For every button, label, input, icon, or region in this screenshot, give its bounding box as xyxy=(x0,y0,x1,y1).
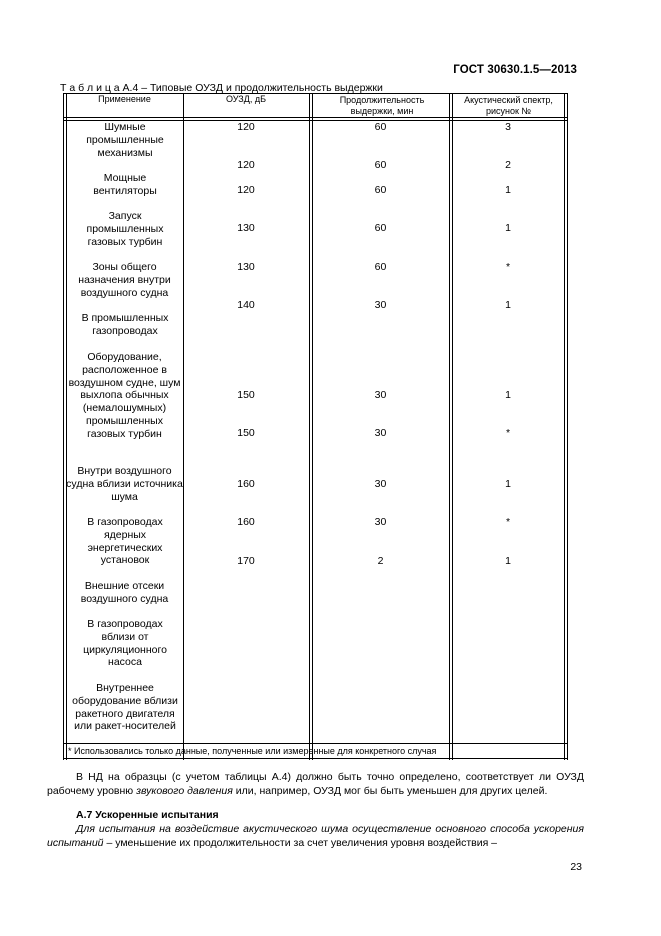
duration-cell: 60 xyxy=(374,121,387,133)
spectrum-cell: 1 xyxy=(505,555,511,567)
application-cell: В промышленных газопроводах xyxy=(81,312,169,337)
page-number: 23 xyxy=(570,861,582,873)
duration-cell: 60 xyxy=(374,261,387,273)
paragraph-requirements xyxy=(47,770,584,798)
application-cell: В газопроводах ядерных энергетических установок xyxy=(87,516,163,567)
duration-cell: 30 xyxy=(374,427,387,439)
spectrum-cell: 1 xyxy=(505,222,511,234)
application-cell: Запуск промышленных газовых турбин xyxy=(86,210,164,248)
spectrum-cell: * xyxy=(505,261,511,273)
duration-cell: 30 xyxy=(374,516,387,528)
duration-cell: 30 xyxy=(374,299,387,311)
application-cell: Мощные вентиляторы xyxy=(93,172,157,197)
paragraph-term: Для испытания на воздействие акустического шума осуществление основного способа ускорения испытаний xyxy=(47,823,584,849)
level-cell: 160 xyxy=(237,516,255,528)
duration-cell: 30 xyxy=(374,389,387,401)
paragraph-text: – уменьшение их продолжительности за счет увеличения уровня воздействия – xyxy=(103,837,498,849)
header-level: ОУЗД, дБ xyxy=(225,94,266,104)
spectrum-cell: 1 xyxy=(505,389,511,401)
application-cell: Шумные промышленные механизмы xyxy=(86,121,164,159)
level-cell: 130 xyxy=(237,261,255,273)
level-cell: 130 xyxy=(237,222,255,234)
header-application: Применение xyxy=(98,94,151,104)
paragraph-accelerated-tests xyxy=(47,822,584,850)
level-cell: 120 xyxy=(237,184,255,196)
header-spectrum: Акустический спектр, рисунок № xyxy=(464,95,553,116)
table-footnote: * Использовались только данные, полученные или измеренные для конкретного случая xyxy=(68,746,437,756)
level-cell: 120 xyxy=(237,121,255,133)
duration-cell: 60 xyxy=(374,222,387,234)
section-heading: А.7 Ускоренные испытания xyxy=(76,809,219,821)
header-duration: Продолжительность выдержки, мин xyxy=(339,95,425,116)
level-cell: 160 xyxy=(237,478,255,490)
data-table xyxy=(63,93,568,760)
standard-header: ГОСТ 30630.1.5—2013 xyxy=(453,64,577,76)
spectrum-cell: * xyxy=(505,516,511,528)
duration-cell: 60 xyxy=(374,184,387,196)
application-cell: Зоны общего назначения внутри воздушного судна xyxy=(78,261,171,299)
application-cell: Оборудование, расположенное в воздушном судне, шум выхлопа обычных (немалошумных) промышленных газовых турбин xyxy=(68,351,181,440)
level-cell: 170 xyxy=(237,555,255,567)
spectrum-cell: 1 xyxy=(505,184,511,196)
spectrum-cell: 1 xyxy=(505,299,511,311)
level-cell: 150 xyxy=(237,427,255,439)
spectrum-cell: 2 xyxy=(505,159,511,171)
level-cell: 120 xyxy=(237,159,255,171)
spectrum-cell: * xyxy=(505,427,511,439)
application-cell: Внешние отсеки воздушного судна xyxy=(80,580,169,605)
paragraph-text: В НД на образцы (с учетом таблицы А.4) должно быть точно определено, соответствует ли ОУЗД рабочему уровню xyxy=(47,771,584,797)
duration-cell: 30 xyxy=(374,478,387,490)
paragraph-text: или, например, ОУЗД мог бы быть уменьшен для других целей. xyxy=(232,785,548,797)
duration-cell: 60 xyxy=(374,159,387,171)
table-caption: Т а б л и ц а А.4 – Типовые ОУЗД и продолжительность выдержки xyxy=(60,82,383,94)
paragraph-term: звукового давления xyxy=(136,785,233,797)
application-cell: В газопроводах вблизи от циркуляционного насоса xyxy=(83,618,167,669)
spectrum-cell: 1 xyxy=(505,478,511,490)
level-cell: 140 xyxy=(237,299,255,311)
application-cell: Внутреннее оборудование вблизи ракетного двигателя или ракет-носителей xyxy=(72,682,178,733)
application-cell: Внутри воздушного судна вблизи источника шума xyxy=(66,465,183,503)
duration-cell: 2 xyxy=(377,555,384,567)
spectrum-cell: 3 xyxy=(505,121,511,133)
level-cell: 150 xyxy=(237,389,255,401)
